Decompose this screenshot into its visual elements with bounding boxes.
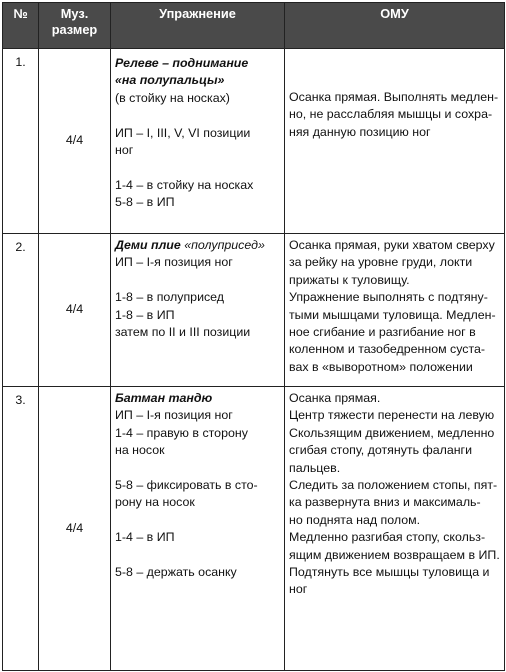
table-header-row (3, 3, 505, 49)
exercise-table (2, 2, 505, 671)
table-row (3, 234, 505, 387)
header-meter: Муз. размер (39, 3, 111, 49)
row-omu: Осанка прямая, руки хватом сверху за рейку на уровне груди, локти прижаты к туловищу. Упражнение выполнять с подтяну- тыми мышцами туловища. Медлен- ное сгибание и разгибание ног в коленном и тазобедренном суста- вах в «выворотном» положении (285, 234, 505, 387)
row-omu: Осанка прямая. Центр тяжести перенести на левую Скользящим движением, медленно сгибая стопу, дотянуть фаланги пальцев. Следить за положением стопы, пят- ка развернута вниз и максималь- но поднята над полом. Медленно разгибая стопу, скольз- ящим движением возвращаем в ИП. Подтянуть все мышцы туловища и ног (285, 387, 505, 671)
row-exercise: Релеве – поднимание «на полупальцы» (в стойку на носках) ИП – I, III, V, VI позиции ног 1-4 – в стойку на носках 5-8 – в ИП (111, 49, 285, 234)
row-number: 1. (3, 49, 39, 234)
row-meter: 4/4 (39, 234, 111, 387)
row-meter: 4/4 (39, 49, 111, 234)
row-exercise: Деми плие «полуприсед» ИП – I-я позиция ног 1-8 – в полуприсед 1-8 – в ИП затем по II и III позиции (111, 234, 285, 387)
row-number: 2. (3, 234, 39, 387)
table-row (3, 49, 505, 234)
header-exercise: Упражнение (111, 3, 285, 49)
row-exercise: Батман тандю ИП – I-я позиция ног 1-4 – правую в сторону на носок 5-8 – фиксировать в сто- рону на носок 1-4 – в ИП 5-8 – держать осанку (111, 387, 285, 671)
table-row (3, 387, 505, 671)
header-number: № (3, 3, 39, 49)
row-number: 3. (3, 387, 39, 671)
row-meter: 4/4 (39, 387, 111, 671)
header-omu: ОМУ (285, 3, 505, 49)
row-omu: Осанка прямая. Выполнять медлен- но, не расслабляя мышцы и сохра- няя данную позицию ног (285, 49, 505, 234)
